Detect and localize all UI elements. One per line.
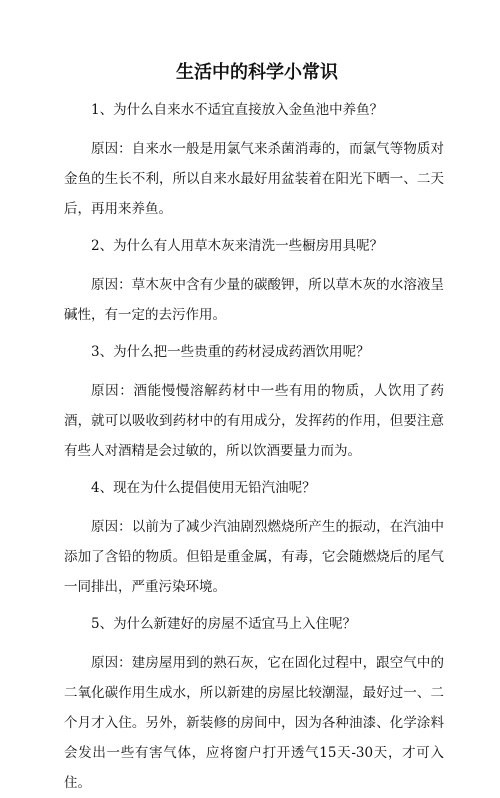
qa-item-1 bbox=[64, 96, 444, 224]
answer-4: 原因：以前为了减少汽油剧烈燃烧所产生的振动，在汽油中添加了含铅的物质。但铅是重金属，有毒，它会随燃烧后的尾气一同排出，严重污染环境。 bbox=[64, 519, 444, 595]
question-5: 5、为什么新建好的房屋不适宜马上入住呢？ bbox=[91, 616, 357, 632]
answer-3: 原因：酒能慢慢溶解药材中一些有用的物质，人饮用了药酒，就可以吸收到药材中的有用成分，发挥药的作用，但要注意有些人对酒精是会过敏的，所以饮酒要量力而为。 bbox=[64, 383, 444, 459]
question-1: 1、为什么自来水不适宜直接放入金鱼池中养鱼？ bbox=[91, 102, 384, 118]
qa-item-4 bbox=[64, 474, 444, 602]
answer-2: 原因：草木灰中含有少量的碳酸钾，所以草木灰的水溶液呈碱性，有一定的去污作用。 bbox=[64, 277, 444, 323]
qa-item-2 bbox=[64, 232, 444, 330]
question-2: 2、为什么有人用草木灰来清洗一些橱房用具呢？ bbox=[91, 238, 384, 254]
qa-item-5 bbox=[64, 610, 444, 798]
answer-1: 原因：自来水一般是用氯气来杀菌消毒的，而氯气等物质对金鱼的生长不利，所以自来水最好用盆装着在阳光下晒一、二天后，再用来养鱼。 bbox=[64, 141, 444, 217]
question-3: 3、为什么把一些贵重的药材浸成药酒饮用呢？ bbox=[91, 344, 370, 360]
answer-5: 原因：建房屋用到的熟石灰，它在固化过程中，跟空气中的二氧化碳作用生成水，所以新建的房屋比较潮湿，最好过一、二个月才入住。另外，新装修的房间中，因为各种油漆、化学涂料会发出一些有害气体，应将窗户打开透气15天-30天，才可入住。 bbox=[64, 655, 444, 791]
qa-item-3 bbox=[64, 338, 444, 466]
page-title: 生活中的科学小常识 bbox=[176, 62, 338, 83]
question-4: 4、现在为什么提倡使用无铅汽油呢？ bbox=[91, 480, 316, 496]
